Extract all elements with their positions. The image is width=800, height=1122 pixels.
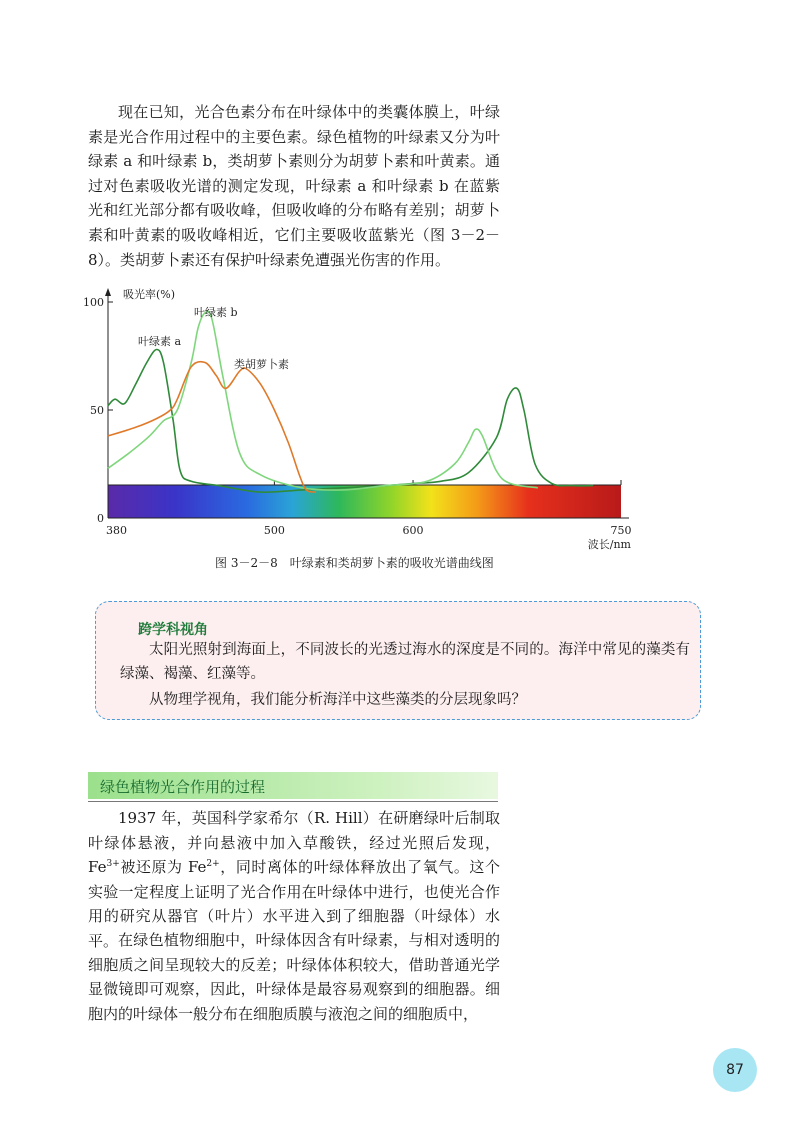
series-line-3	[108, 362, 316, 493]
box-paragraph-2: 从物理学视角，我们能分析海洋中这些藻类的分层现象吗？	[149, 692, 526, 708]
box-paragraph-1: 太阳光照射到海面上，不同波长的光透过海水的深度是不同的。海洋中常见的藻类有绿藻、褐藻、红藻等。	[120, 642, 690, 682]
page-number: 87	[713, 1048, 757, 1092]
series-line-1	[108, 350, 593, 493]
x-tick-label: 750	[610, 524, 632, 537]
series-label-1: 叶绿素 a	[138, 335, 182, 348]
x-axis-label: 波长/nm	[587, 538, 631, 551]
absorption-spectrum-chart	[76, 280, 656, 551]
hill-text-3: ，同时离体的叶绿体释放出了氧气。这个实验一定程度上证明了光合作用在叶绿体中进行，也使光合作用的研究从器官（叶片）水平进入到了细胞器（叶绿体）水平。	[88, 858, 500, 950]
x-tick-label: 500	[263, 524, 285, 537]
box-title: 跨学科视角	[138, 622, 208, 638]
y-tick-label: 100	[83, 296, 104, 309]
y-axis-arrow	[105, 288, 111, 296]
y-tick-label: 50	[90, 404, 104, 417]
section-title: 绿色植物光合作用的过程	[100, 778, 266, 796]
section-divider	[88, 801, 498, 802]
chloroplast-paragraph: 在绿色植物细胞中，叶绿体因含有叶绿素，与相对透明的细胞质之间呈现较大的反差；叶绿体体积较大，借助普通光学显微镜即可观察，因此，叶绿体是最容易观察到的细胞器。细胞内的叶绿体一般分布在细胞质膜与液泡之间的细胞质中，	[88, 931, 500, 1023]
fe3-superscript: 3+	[106, 859, 120, 870]
hill-text-1: 1937 年，英国科学家希尔（R. Hill）在研磨绿叶后制取叶绿体悬液，并向悬液中加入草酸铁，经过光照后发现，Fe	[88, 809, 500, 877]
series-label-3: 类胡萝卜素	[234, 358, 289, 371]
chart-svg	[76, 280, 656, 551]
visible-spectrum-bar	[108, 485, 621, 518]
intro-paragraph: 现在已知，光合色素分布在叶绿体中的类囊体膜上，叶绿素是光合作用过程中的主要色素。绿色植物的叶绿素又分为叶绿素 a 和叶绿素 b，类胡萝卜素则分为胡萝卜素和叶黄素。通过对色素吸收光谱的测定发现，叶绿素 a 和叶绿素 b 在蓝紫光和红光部分都有吸收峰，但吸收峰的分布略有差别；胡萝卜素和叶黄素的吸收峰相近，它们主要吸收蓝紫光（图 3－2－8）。类胡萝卜素还有保护叶绿素免遭强光伤害的作用。	[88, 103, 500, 269]
figure-caption: 图 3－2－8 叶绿素和类胡萝卜素的吸收光谱曲线图	[215, 556, 494, 570]
y-tick-label: 0	[97, 512, 104, 525]
y-axis-label: 吸光率(%)	[123, 288, 176, 301]
x-tick-label: 600	[402, 524, 424, 537]
fe2-superscript: 2+	[206, 859, 220, 870]
hill-text-2: 被还原为 Fe	[119, 858, 207, 877]
x-tick-label: 380	[106, 524, 127, 537]
series-label-2: 叶绿素 b	[194, 306, 238, 319]
